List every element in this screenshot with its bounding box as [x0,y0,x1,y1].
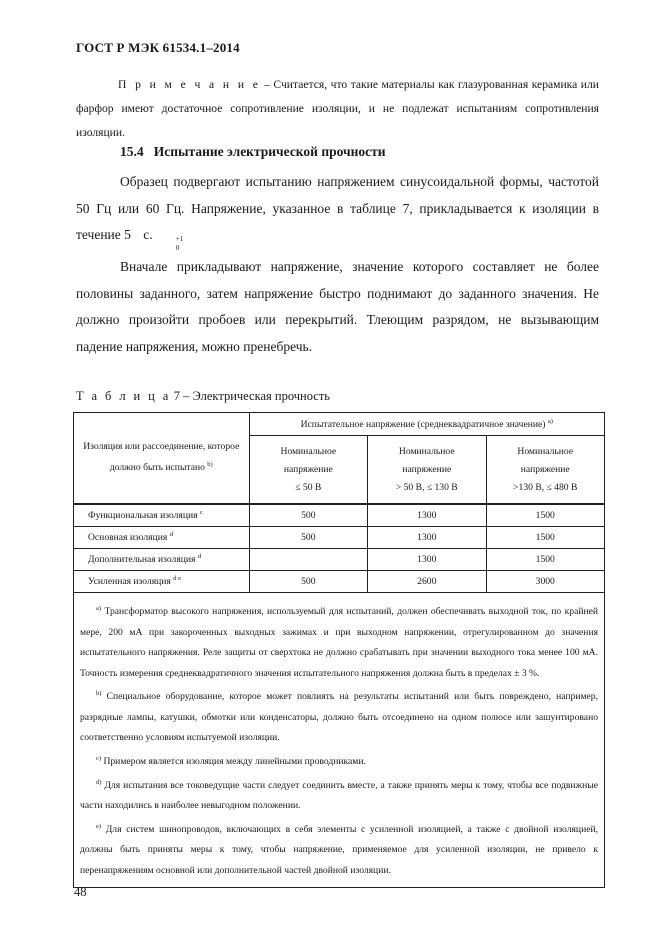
header-voltage-low [249,436,367,505]
row-note: d [197,553,202,561]
page-number: 48 [74,885,87,899]
header-line: напряжение [283,463,333,475]
footnote-d [80,773,598,817]
note-text: – Считается, что такие материалы как глазурованная керамика или фарфор имеют достаточное сопротивление изоляции, и не подлежат испытаниям сопротивления изоляции. [76,78,599,139]
document-header: ГОСТ Р МЭК 61534.1–2014 [76,40,240,55]
table-footnotes [74,593,605,888]
cell-value: 1500 [486,549,605,571]
footnote-text: Специальное оборудование, которое может повлиять на результаты испытаний или быть повреждено, например, разрядные лампы, катушки, обмотки или конденсаторы, должно быть отсоединено на одном полюсе или зашунтировано соответственно условиям испытуемой изоляции. [80,691,598,744]
header-insulation-note: b) [207,461,213,469]
paragraph-test-description [76,169,599,252]
footnote-e [80,817,598,882]
header-range: >130 В, ≤ 480 В [513,481,578,493]
header-line: напряжение [520,463,570,475]
header-test-voltage [249,413,604,436]
row-note: d e [173,575,182,583]
cell-value: 1300 [368,549,486,571]
caption-text: 7 – Электрическая прочность [170,389,330,403]
tolerance-lower: 0 [175,243,180,252]
section-heading [120,144,386,160]
cell-value: 1500 [486,504,605,527]
paragraph-procedure: Вначале прикладывают напряжение, значение которого составляет не более половины заданного, затем напряжение быстро поднимают до заданного значения. Не должно произойти пробоев или перекрытий. Тлеющим разрядом, не вызывающим падение напряжения, можно пренебречь. [76,259,599,354]
row-note: d [169,531,173,539]
tolerance-upper: +1 [175,234,184,243]
paragraph-text: Образец подвергают испытанию напряжением синусоидальной формы, частотой 50 Гц или 60 Гц. Напряжение, указанное в таблице 7, прикладывается к изоляции в течение 5 [76,174,599,242]
note-paragraph [76,73,599,145]
table-row [74,571,605,593]
electric-strength-table [73,412,605,888]
header-voltage-high [486,436,605,505]
row-name [74,549,250,571]
footnote-mark: a) [96,605,102,612]
header-insulation-text: Изоляция или рассоединение, которое должно быть испытано [83,441,240,474]
header-voltage-mid [368,436,486,505]
footnote-text: Примером является изоляция между линейными проводниками. [101,756,366,768]
cell-value [249,549,367,571]
header-range: > 50 В, ≤ 130 В [395,481,458,493]
header-line: Номинальное [398,445,455,457]
paragraph-text-end: с. [139,227,153,242]
cell-value: 500 [249,527,367,549]
row-name [74,504,250,527]
header-test-voltage-text: Испытательное напряжение (среднеквадратичное значение) [300,419,546,431]
table-row [74,549,605,571]
footnote-mark: e) [96,822,102,830]
caption-label: Т а б л и ц а [76,389,171,403]
cell-value: 1500 [486,527,605,549]
cell-value: 1300 [368,527,486,549]
footnote-mark: b) [96,690,102,698]
note-label: П р и м е ч а н и е [118,78,261,91]
row-name [74,571,250,593]
table-row [74,504,605,527]
cell-value: 2600 [368,571,486,593]
row-name [74,527,250,549]
footnote-text: Трансформатор высокого напряжения, используемый для испытаний, должен обеспечивать выходной ток, по крайней мере, 200 мА при закороченных выходных зажимах и при выходном напряжении, отрегулированном до значения испытательного напряжения. Реле защиты от сверхтока не должно срабатывать при значении выходного тока менее 100 мА. Точность измерения среднеквадратичного значения испытательного напряжения должна быть в пределах ± 3 %. [80,606,598,679]
section-title: Испытание электрической прочности [153,144,386,159]
header-test-voltage-note: a) [547,417,553,425]
footnote-mark: d) [96,778,102,786]
header-line: Номинальное [517,445,574,457]
row-name-text: Функциональная изоляция [88,510,198,522]
cell-value: 1300 [368,504,486,527]
header-range: ≤ 50 В [295,481,322,493]
row-name-text: Усиленная изоляция [88,576,171,588]
table-row [74,527,605,549]
section-number: 15.4 [120,144,144,159]
row-note: c [199,509,203,517]
cell-value: 500 [249,571,367,593]
cell-value: 3000 [486,571,605,593]
header-insulation [74,413,250,505]
cell-value: 500 [249,504,367,527]
row-name-text: Основная изоляция [88,532,168,544]
footnote-text: Для систем шинопроводов, включающих в себя элементы с усиленной изоляцией, а также с двойной изоляцией, должны быть приняты меры к тому, чтобы напряжение, применяемое для усиленной изоляции, не привело к перенапряжениям основной или дополнительной частей двойной изоляции. [80,823,598,876]
row-name-text: Дополнительная изоляция [88,554,196,566]
table-caption [76,389,330,404]
footnote-mark: c) [96,754,102,762]
tolerance-fraction [131,230,184,252]
header-line: Номинальное [280,445,337,457]
footnote-text: Для испытания все токоведущие части следует соединить вместе, а также принять меры к тому, чтобы все подвижные части находились в наиболее невыгодном положении. [80,779,598,812]
footnote-a [80,599,598,684]
footnote-b [80,684,598,749]
footnote-c [80,749,598,773]
header-line: напряжение [402,463,452,475]
